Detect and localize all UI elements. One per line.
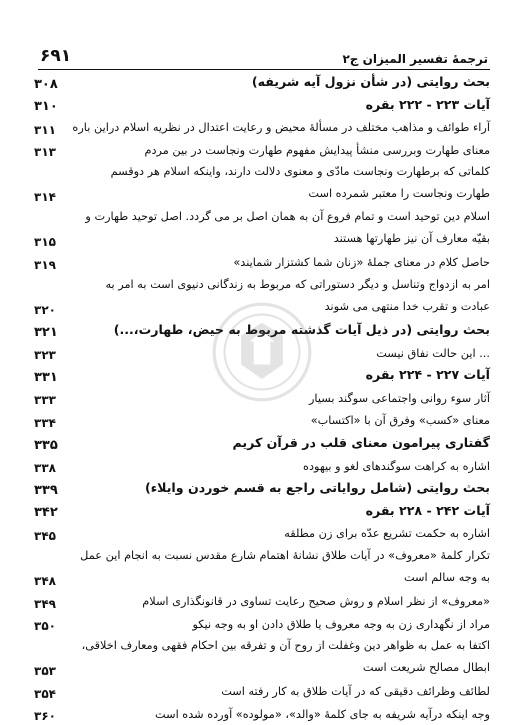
toc-entry-text: امر به ازدواج وتناسل و دیگر دستوراتی که مربوط به زندگانی دنیوی است به امر به عبادت و تقرب خدا منتهی می شوند [105, 277, 490, 313]
toc-entry-text: معنای طهارت وبررسی منشأ پیدایش مفهوم طهارت ونجاست در بین مردم [144, 143, 490, 157]
toc-entry-page: ۳۱۹ [34, 257, 56, 272]
toc-entry-text: ... این حالت نفاق نیست [376, 346, 490, 360]
toc-entry-page: ۳۱۴ [34, 190, 56, 205]
toc-entry-text: حاصل کلام در معنای جملۀ «زنان شما کشتزار شمایند» [233, 256, 490, 270]
toc-entry-text: آثار سوء روانی واجتماعی سوگند بسیار [308, 391, 490, 405]
page-number: ۶۹۱ [40, 46, 72, 66]
toc-entry-text: بحث روایتی (در ذیل آیات گذشته مربوط به حیض، طهارت،...) [113, 321, 490, 337]
toc-entry [30, 613, 496, 636]
toc-entry-text: آیات ۲۴۲ - ۲۲۸ بقره [365, 502, 490, 518]
toc-entry-page: ۳۴۵ [34, 528, 56, 543]
toc-entry [30, 251, 496, 274]
toc-entry [30, 703, 496, 725]
toc-entry [30, 116, 496, 139]
toc-entry [30, 680, 496, 703]
toc-entry-text: مراد از نگهداری زن به وجه معروف یا طلاق دادن او به وجه نیکو [192, 617, 490, 631]
toc-entry-text: لطائف وظرائف دقیقی که در آیات طلاق به کار رفته است [221, 685, 490, 699]
toc-entry-page: ۳۳۹ [34, 482, 58, 498]
toc-entry [30, 319, 496, 342]
toc-entry [30, 71, 496, 94]
toc-entry-text: اشاره به کراهت سوگندهای لغو و بیهوده [303, 459, 490, 473]
toc-entry [30, 139, 496, 162]
toc-entry-page: ۳۵۴ [34, 686, 56, 701]
toc-entry [30, 342, 496, 365]
toc-entry-text: آیات ۲۲۷ - ۲۲۴ بقره [365, 367, 490, 383]
toc-entry-page: ۳۲۰ [34, 302, 56, 317]
toc-entry-text: اشاره به حکمت تشریع عدّه برای زن مطلقه [284, 527, 490, 541]
table-of-contents [30, 71, 496, 725]
toc-entry [30, 477, 496, 500]
toc-entry-text: تکرار کلمۀ «معروف» در آیات طلاق نشانۀ اهتمام شارع مقدس نسبت به انجام این عمل به وجه سالم است [80, 548, 490, 584]
toc-entry [30, 364, 496, 387]
toc-entry-text: اکتفا به عمل به ظواهر دین وغفلت از روح آن و تفرقه بین احکام فقهی ومعارف اخلاقی، ابطال مصالح شریعت است [81, 639, 490, 675]
toc-entry-page: ۳۴۲ [34, 505, 58, 521]
toc-entry-page: ۳۱۰ [34, 99, 58, 115]
toc-entry [30, 635, 496, 680]
toc-entry-text: وجه اینکه درآیه شریفه به جای کلمۀ «والد»، «مولوده» آورده شده است [155, 707, 490, 721]
toc-entry-page: ۳۳۴ [34, 415, 56, 430]
toc-entry [30, 409, 496, 432]
toc-entry-page: ۳۵۳ [34, 664, 56, 679]
toc-entry-text: بحث روایتی (در شأن نزول آیه شریفه) [251, 74, 490, 89]
toc-entry-page: ۳۳۸ [34, 461, 56, 476]
toc-entry [30, 274, 496, 319]
toc-entry [30, 522, 496, 545]
toc-entry-page: ۳۰۸ [34, 76, 58, 92]
toc-entry-page: ۳۴۹ [34, 596, 56, 611]
toc-entry-page: ۳۱۵ [34, 235, 56, 250]
toc-entry-text: گفتاری پیرامون معنای قلب در قرآن کریم [232, 434, 490, 450]
toc-entry-page: ۳۱۱ [34, 122, 56, 137]
toc-entry-page: ۳۵۰ [34, 619, 56, 634]
toc-entry-text: اسلام دین توحید است و تمام فروع آن به همان اصل بر می گردد. اصل توحید طهارت و بقیّه معارف آن نیز طهارتها هستند [85, 210, 490, 246]
toc-entry-text: بحث روایتی (شامل روایاتی راجع به قسم خوردن وایلاء) [144, 480, 490, 496]
toc-entry [30, 500, 496, 523]
toc-entry [30, 387, 496, 410]
toc-entry [30, 206, 496, 251]
toc-entry [30, 432, 496, 455]
toc-entry-text: آیات ۲۲۳ - ۲۲۲ بقره [365, 96, 490, 112]
toc-entry [30, 161, 496, 206]
toc-entry-page: ۳۱۳ [34, 145, 56, 160]
toc-entry-page: ۳۲۳ [34, 348, 56, 363]
running-title: ترجمۀ تفسیر المیزان ج۲ [342, 52, 488, 66]
toc-entry-page: ۳۶۰ [34, 709, 56, 724]
toc-entry-page: ۳۳۳ [34, 393, 56, 408]
toc-entry-text: معنای «کسب» وفرق آن با «اکتساب» [310, 414, 490, 428]
toc-entry-page: ۳۳۵ [34, 437, 58, 453]
toc-entry [30, 455, 496, 478]
toc-entry-page: ۳۳۱ [34, 369, 58, 385]
page-header [40, 46, 488, 66]
toc-entry-text: «معروف» از نظر اسلام و روش صحیح رعایت تساوی در قانونگذاری اسلام [142, 594, 490, 608]
toc-entry [30, 590, 496, 613]
toc-entry [30, 94, 496, 117]
toc-entry-text: آراء طوائف و مذاهب مختلف در مسألۀ محیض و رعایت اعتدال در نظریه اسلام دراین باره [72, 121, 490, 135]
toc-entry-page: ۳۴۸ [34, 573, 56, 588]
toc-entry-text: کلماتی که برطهارت ونجاست مادّی و معنوی دلالت دارند، واینکه اسلام هر دوقسم طهارت ونجاست را معتبر شمرده است [110, 165, 490, 201]
toc-entry [30, 545, 496, 590]
toc-entry-page: ۳۲۱ [34, 324, 58, 340]
header-rule [38, 69, 490, 70]
